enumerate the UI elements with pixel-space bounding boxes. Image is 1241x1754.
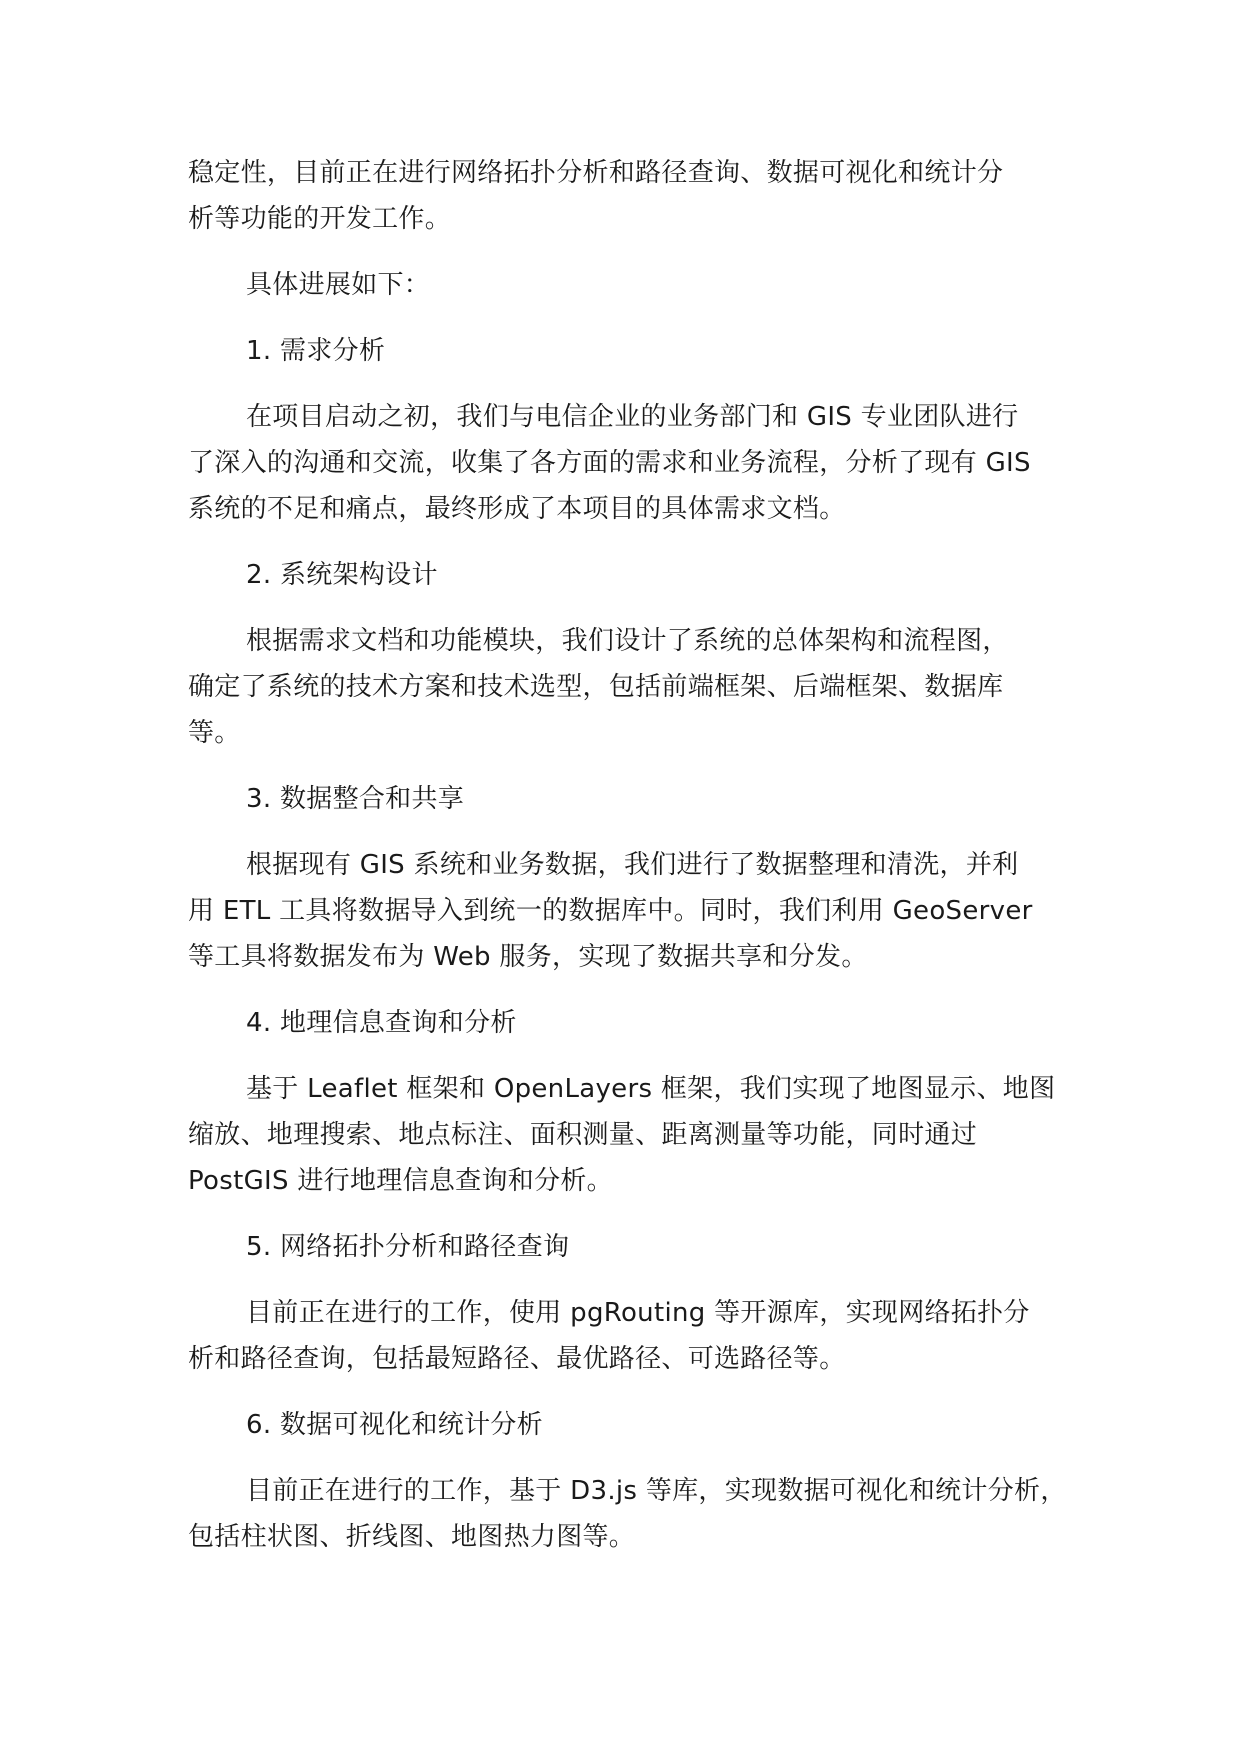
section-heading-visualization: 6. 数据可视化和统计分析 <box>246 1410 543 1440</box>
section-heading-requirements: 1. 需求分析 <box>246 336 386 366</box>
section-body-architecture <box>188 618 1088 756</box>
section-heading-architecture: 2. 系统架构设计 <box>246 560 438 590</box>
intro-paragraph <box>188 150 1088 242</box>
section-heading-network-topology: 5. 网络拓扑分析和路径查询 <box>246 1232 570 1262</box>
text-line: 缩放、地理搜索、地点标注、面积测量、距离测量等功能，同时通过 <box>188 1120 978 1150</box>
text-line: 稳定性，目前正在进行网络拓扑分析和路径查询、数据可视化和统计分 <box>188 158 1004 188</box>
text-line: 在项目启动之初，我们与电信企业的业务部门和 GIS 专业团队进行 <box>246 402 1019 432</box>
text-line: 等。 <box>188 718 241 748</box>
text-line: PostGIS 进行地理信息查询和分析。 <box>188 1166 613 1196</box>
text-line: 目前正在进行的工作，使用 pgRouting 等开源库，实现网络拓扑分 <box>246 1298 1030 1328</box>
text-line: 用 ETL 工具将数据导入到统一的数据库中。同时，我们利用 GeoServer <box>188 896 1033 926</box>
text-line: 系统的不足和痛点，最终形成了本项目的具体需求文档。 <box>188 494 846 524</box>
document-page <box>188 150 1088 1580</box>
text-line: 基于 Leaflet 框架和 OpenLayers 框架，我们实现了地图显示、地图 <box>246 1074 1056 1104</box>
section-heading-data-integration: 3. 数据整合和共享 <box>246 784 465 814</box>
text-line: 了深入的沟通和交流，收集了各方面的需求和业务流程，分析了现有 GIS <box>188 448 1031 478</box>
text-line: 析和路径查询，包括最短路径、最优路径、可选路径等。 <box>188 1344 846 1374</box>
progress-intro: 具体进展如下： <box>246 270 431 300</box>
text-line: 根据需求文档和功能模块，我们设计了系统的总体架构和流程图， <box>246 626 1009 656</box>
text-line: 等工具将数据发布为 Web 服务，实现了数据共享和分发。 <box>188 942 868 972</box>
section-heading-geo-query: 4. 地理信息查询和分析 <box>246 1008 517 1038</box>
section-body-data-integration <box>188 842 1088 980</box>
section-body-visualization <box>188 1468 1088 1560</box>
text-line: 析等功能的开发工作。 <box>188 204 452 234</box>
text-line: 目前正在进行的工作，基于 D3.js 等库，实现数据可视化和统计分析， <box>246 1476 1067 1506</box>
section-body-requirements <box>188 394 1088 532</box>
section-body-network-topology <box>188 1290 1088 1382</box>
text-line: 包括柱状图、折线图、地图热力图等。 <box>188 1522 636 1552</box>
text-line: 根据现有 GIS 系统和业务数据，我们进行了数据整理和清洗，并利 <box>246 850 1019 880</box>
section-body-geo-query <box>188 1066 1088 1204</box>
text-line: 确定了系统的技术方案和技术选型，包括前端框架、后端框架、数据库 <box>188 672 1004 702</box>
